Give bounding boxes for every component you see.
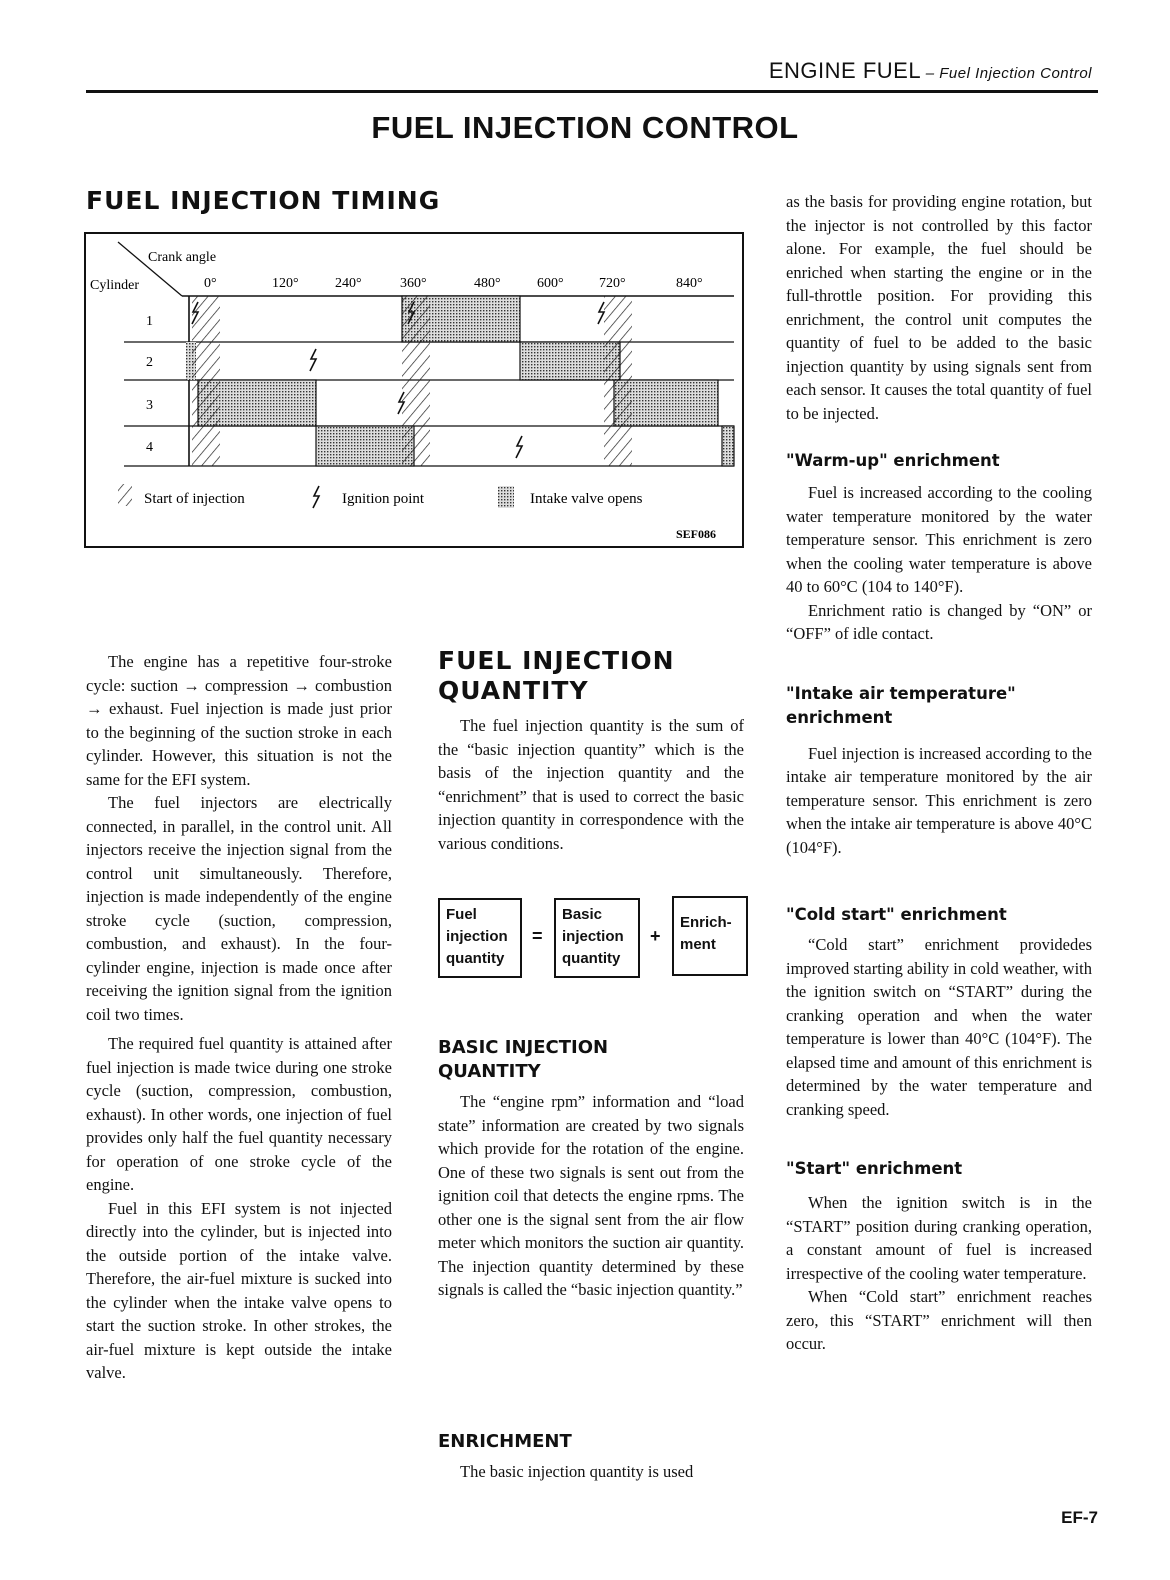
injection-band: [192, 426, 220, 466]
header-dash: –: [921, 65, 940, 82]
legend-label: Start of injection: [144, 491, 245, 507]
equals-sign: =: [532, 926, 543, 946]
box-line: injection: [562, 928, 624, 945]
page-number: EF-7: [1061, 1508, 1098, 1527]
quantity-intro: The fuel injection quantity is the sum of the “basic injection quantity” which is the basis of the injection quantity and the “enrichment” that is used to correct the basic injection quantity in correspondence with the various conditions.: [438, 716, 744, 853]
box-line: quantity: [446, 950, 505, 967]
figure-code: SEF086: [676, 527, 717, 541]
basic-heading-line2: QUANTITY: [438, 1061, 541, 1082]
injection-band: [604, 426, 632, 466]
basic-heading-line1: BASIC INJECTION: [438, 1037, 609, 1058]
box-line: ment: [680, 936, 716, 953]
injection-band: [402, 342, 430, 380]
angle-tick-label: 240°: [335, 276, 362, 291]
header-section: ENGINE FUEL: [768, 58, 922, 83]
intake-valve-open-bar: [316, 426, 414, 466]
intake-valve-open-bar: [722, 426, 734, 466]
warmup-text-2: Enrichment ratio is changed by “ON” or “OFF” of idle contact.: [786, 600, 1092, 643]
intake-heading-line2: enrichment: [786, 707, 893, 727]
cylinder-number: 2: [146, 355, 153, 370]
paragraph: The engine has a repetitive four-stroke cycle: suction → compression → combustion → exhaust. Fuel injection is made just prior to the beginning of the suction stroke in each cylinder. However, this situation is not the same for the EFI system.: [86, 652, 392, 789]
angle-tick-label: 600°: [537, 276, 564, 291]
injection-timing-diagram: [84, 232, 746, 550]
intake-air-text: Fuel injection is increased according to the intake air temperature monitored by the air temperature sensor. This enrichment is zero when the intake air temperature is above 40°C (104°F).: [786, 743, 1092, 857]
cylinder-number: 4: [146, 440, 153, 455]
cylinder-number: 3: [146, 398, 153, 413]
cold-start-text: “Cold start” enrichment providedes improved starting ability in cold weather, with the ignition switch on “START” during the cranking operation and when the water temperature is lower than 40°C (104°F). The elapsed time and amount of this enrichment is determined by the water temperature and cranking speed.: [786, 935, 1092, 1119]
injection-band: [402, 296, 430, 342]
header-subsection: Fuel Injection Control: [939, 65, 1092, 82]
cylinder-number: 1: [146, 314, 153, 329]
start-text-2: When “Cold start” enrichment reaches zero, this “START” enrichment will then occur.: [786, 1287, 1092, 1353]
angle-tick-label: 840°: [676, 276, 703, 291]
running-header: [769, 58, 1092, 84]
intake-heading-line1: "Intake air temperature": [786, 683, 1016, 703]
warmup-heading: "Warm-up" enrichment: [786, 451, 1000, 470]
cold-start-heading: "Cold start" enrichment: [786, 905, 1007, 924]
paragraph: Fuel in this EFI system is not injected directly into the cylinder, but is injected into the outside portion of the intake valve. Therefore, the air-fuel mixture is sucked into the cylinder when the intake valve opens to start the suction stroke. In other strokes, the air-fuel mixture is kept outside the intake valve.: [86, 1198, 392, 1382]
box-line: Enrich-: [680, 914, 732, 931]
plus-sign: +: [650, 926, 661, 946]
paragraph: The fuel injectors are electrically connected, in parallel, in the control unit. All injectors receive the injection signal from the control unit simultaneously. Therefore, injection is made independently of the engine stroke cycle (suction, compression, combustion, and exhaust). In the four-cylinder engine, injection is made once after receiving the ignition signal from the ignition coil two times.: [86, 793, 392, 1024]
injection-band: [402, 426, 430, 466]
start-of-injection-legend-swatch: [118, 484, 132, 506]
header-rule: [86, 90, 1098, 93]
angle-tick-label: 120°: [272, 276, 299, 291]
intake-valve-legend-swatch: [498, 486, 514, 508]
injection-band: [604, 342, 632, 380]
basic-injection-text: The “engine rpm” information and “load state” information are created by two signals which provide for the rotation of the engine. One of these two signals is sent out from the ignition coil that detects the engine rpms. The other one is the signal sent from the air flow meter which monitors the suction air quantity. The injection quantity determined by these signals is called the “basic injection quantity.”: [438, 1092, 744, 1299]
crank-angle-label: Crank angle: [148, 250, 217, 265]
warmup-text: Fuel is increased according to the cooling water temperature monitored by the water temperature sensor. This enrichment is zero when the cooling water temperature is above 40 to 60°C (104 to 140°F).: [786, 483, 1092, 596]
injection-band: [192, 342, 220, 380]
right-column: [786, 190, 1092, 1356]
enrichment-box: [672, 896, 748, 976]
intake-air-heading: [786, 682, 1092, 730]
quantity-heading: [438, 646, 744, 706]
injection-band: [604, 380, 632, 426]
middle-column: [438, 646, 744, 855]
left-column: [86, 650, 392, 1385]
basic-injection-quantity-box: [554, 898, 640, 978]
page-title: FUEL INJECTION CONTROL: [371, 110, 799, 145]
legend-label: Intake valve opens: [530, 491, 643, 507]
paragraph: The required fuel quantity is attained after fuel injection is made twice during one stroke cycle (suction, compression, combustion, exhaust). In other words, one injection of fuel provides only half the fuel quantity necessary for operation of one stroke cycle of the engine.: [86, 1034, 392, 1194]
injection-band: [192, 296, 220, 342]
angle-tick-label: 360°: [400, 276, 427, 291]
timing-heading: FUEL INJECTION TIMING: [86, 186, 441, 215]
start-heading: "Start" enrichment: [786, 1159, 963, 1178]
injection-band: [192, 380, 220, 426]
quantity-heading-line1: FUEL INJECTION: [438, 646, 675, 675]
box-line: Fuel: [446, 906, 477, 923]
fuel-injection-quantity-box: [438, 898, 522, 978]
box-line: quantity: [562, 950, 621, 967]
enrichment-text: The basic injection quantity is used: [460, 1462, 694, 1481]
angle-tick-label: 480°: [474, 276, 501, 291]
basic-injection-section: [438, 1036, 744, 1302]
quantity-heading-line2: QUANTITY: [438, 676, 589, 705]
start-text: When the ignition switch is in the “START” position during cranking operation, a constant amount of fuel is increased irrespective of the cooling water temperature.: [786, 1193, 1092, 1283]
angle-tick-label: 0°: [204, 276, 217, 291]
box-line: Basic: [562, 906, 603, 923]
angle-tick-label: 720°: [599, 276, 626, 291]
basic-injection-heading: [438, 1036, 744, 1084]
injection-band: [402, 380, 430, 426]
legend-label: Ignition point: [342, 491, 425, 507]
enrichment-continued: as the basis for providing engine rotation, but the injector is not controlled by this factor alone. For example, the fuel should be enriched when starting the engine or in the full-throttle position. For providing this enrichment, the control unit computes the quantity of fuel to be added to the basic injection quantity by using signals sent from each sensor. It causes the total quantity of fuel to be injected.: [786, 192, 1092, 423]
enrichment-heading: ENRICHMENT: [438, 1431, 572, 1452]
cylinder-label: Cylinder: [90, 278, 139, 293]
injection-band: [604, 296, 632, 342]
box-line: injection: [446, 928, 508, 945]
